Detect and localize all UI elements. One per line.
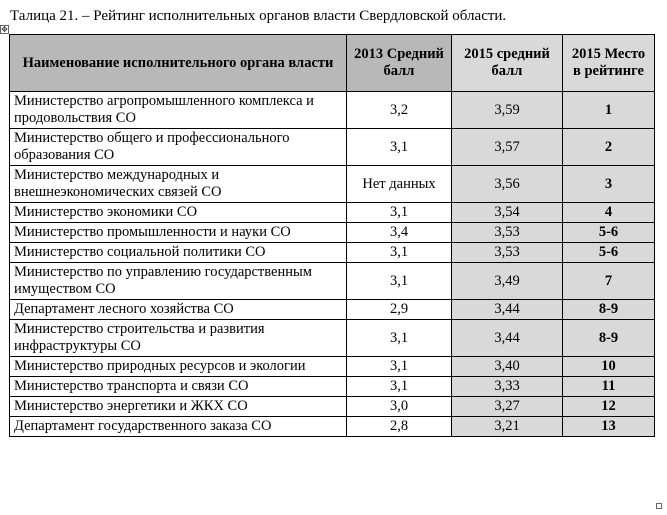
table-row [10, 223, 655, 243]
score-2015-cell: 3,54 [452, 203, 563, 223]
score-2015-cell: 3,33 [452, 377, 563, 397]
organ-name-cell: Министерство строительства и развития инфраструктуры СО [10, 320, 347, 357]
score-2015-cell: 3,49 [452, 263, 563, 300]
place-cell: 1 [563, 92, 655, 129]
score-2015-cell: 3,57 [452, 129, 563, 166]
table-row [10, 357, 655, 377]
table-row [10, 203, 655, 223]
score-2015-cell: 3,56 [452, 166, 563, 203]
organ-name-cell: Министерство социальной политики СО [10, 243, 347, 263]
score-2013-cell: 3,1 [347, 243, 452, 263]
place-cell: 8-9 [563, 300, 655, 320]
table-resize-handle[interactable] [656, 503, 662, 509]
score-2013-cell: 2,9 [347, 300, 452, 320]
organ-name-cell: Министерство промышленности и науки СО [10, 223, 347, 243]
score-2015-cell: 3,27 [452, 397, 563, 417]
score-2013-cell: 3,1 [347, 320, 452, 357]
place-cell: 4 [563, 203, 655, 223]
organ-name-cell: Министерство энергетики и ЖКХ СО [10, 397, 347, 417]
score-2015-cell: 3,53 [452, 243, 563, 263]
place-cell: 3 [563, 166, 655, 203]
table-row [10, 397, 655, 417]
table-row [10, 377, 655, 397]
score-2013-cell: 2,8 [347, 417, 452, 437]
table-row [10, 92, 655, 129]
place-cell: 10 [563, 357, 655, 377]
header-place-2015: 2015 Место в рейтинге [563, 35, 655, 92]
place-cell: 7 [563, 263, 655, 300]
score-2013-cell: 3,1 [347, 377, 452, 397]
place-cell: 13 [563, 417, 655, 437]
organ-name-cell: Министерство по управлению государственным имуществом СО [10, 263, 347, 300]
score-2013-cell: 3,1 [347, 129, 452, 166]
place-cell: 12 [563, 397, 655, 417]
table-move-handle-icon[interactable]: ✥ [1, 25, 8, 34]
table-row [10, 129, 655, 166]
rating-table [9, 34, 655, 437]
score-2015-cell: 3,53 [452, 223, 563, 243]
place-cell: 11 [563, 377, 655, 397]
organ-name-cell: Министерство экономики СО [10, 203, 347, 223]
score-2015-cell: 3,21 [452, 417, 563, 437]
organ-name-cell: Департамент государственного заказа СО [10, 417, 347, 437]
score-2013-cell: 3,0 [347, 397, 452, 417]
table-body [10, 92, 655, 437]
table-row [10, 166, 655, 203]
score-2015-cell: 3,59 [452, 92, 563, 129]
table-row [10, 263, 655, 300]
header-score-2015: 2015 средний балл [452, 35, 563, 92]
score-2013-cell: 3,2 [347, 92, 452, 129]
table-row [10, 320, 655, 357]
header-name: Наименование исполнительного органа власти [10, 35, 347, 92]
organ-name-cell: Министерство агропромышленного комплекса и продовольствия СО [10, 92, 347, 129]
header-row [10, 35, 655, 92]
table-row [10, 300, 655, 320]
score-2015-cell: 3,44 [452, 300, 563, 320]
header-score-2013: 2013 Средний балл [347, 35, 452, 92]
score-2013-cell: 3,1 [347, 203, 452, 223]
score-2013-cell: 3,1 [347, 357, 452, 377]
table-row [10, 417, 655, 437]
score-2015-cell: 3,44 [452, 320, 563, 357]
place-cell: 8-9 [563, 320, 655, 357]
score-2013-cell: Нет данных [347, 166, 452, 203]
score-2013-cell: 3,1 [347, 263, 452, 300]
organ-name-cell: Министерство международных и внешнеэкономических связей СО [10, 166, 347, 203]
score-2013-cell: 3,4 [347, 223, 452, 243]
organ-name-cell: Министерство транспорта и связи СО [10, 377, 347, 397]
table-row [10, 243, 655, 263]
organ-name-cell: Министерство общего и профессионального образования СО [10, 129, 347, 166]
table-caption: Талица 21. – Рейтинг исполнительных органов власти Свердловской области. [10, 8, 507, 24]
organ-name-cell: Министерство природных ресурсов и экологии [10, 357, 347, 377]
place-cell: 2 [563, 129, 655, 166]
score-2015-cell: 3,40 [452, 357, 563, 377]
place-cell: 5-6 [563, 223, 655, 243]
organ-name-cell: Департамент лесного хозяйства СО [10, 300, 347, 320]
place-cell: 5-6 [563, 243, 655, 263]
